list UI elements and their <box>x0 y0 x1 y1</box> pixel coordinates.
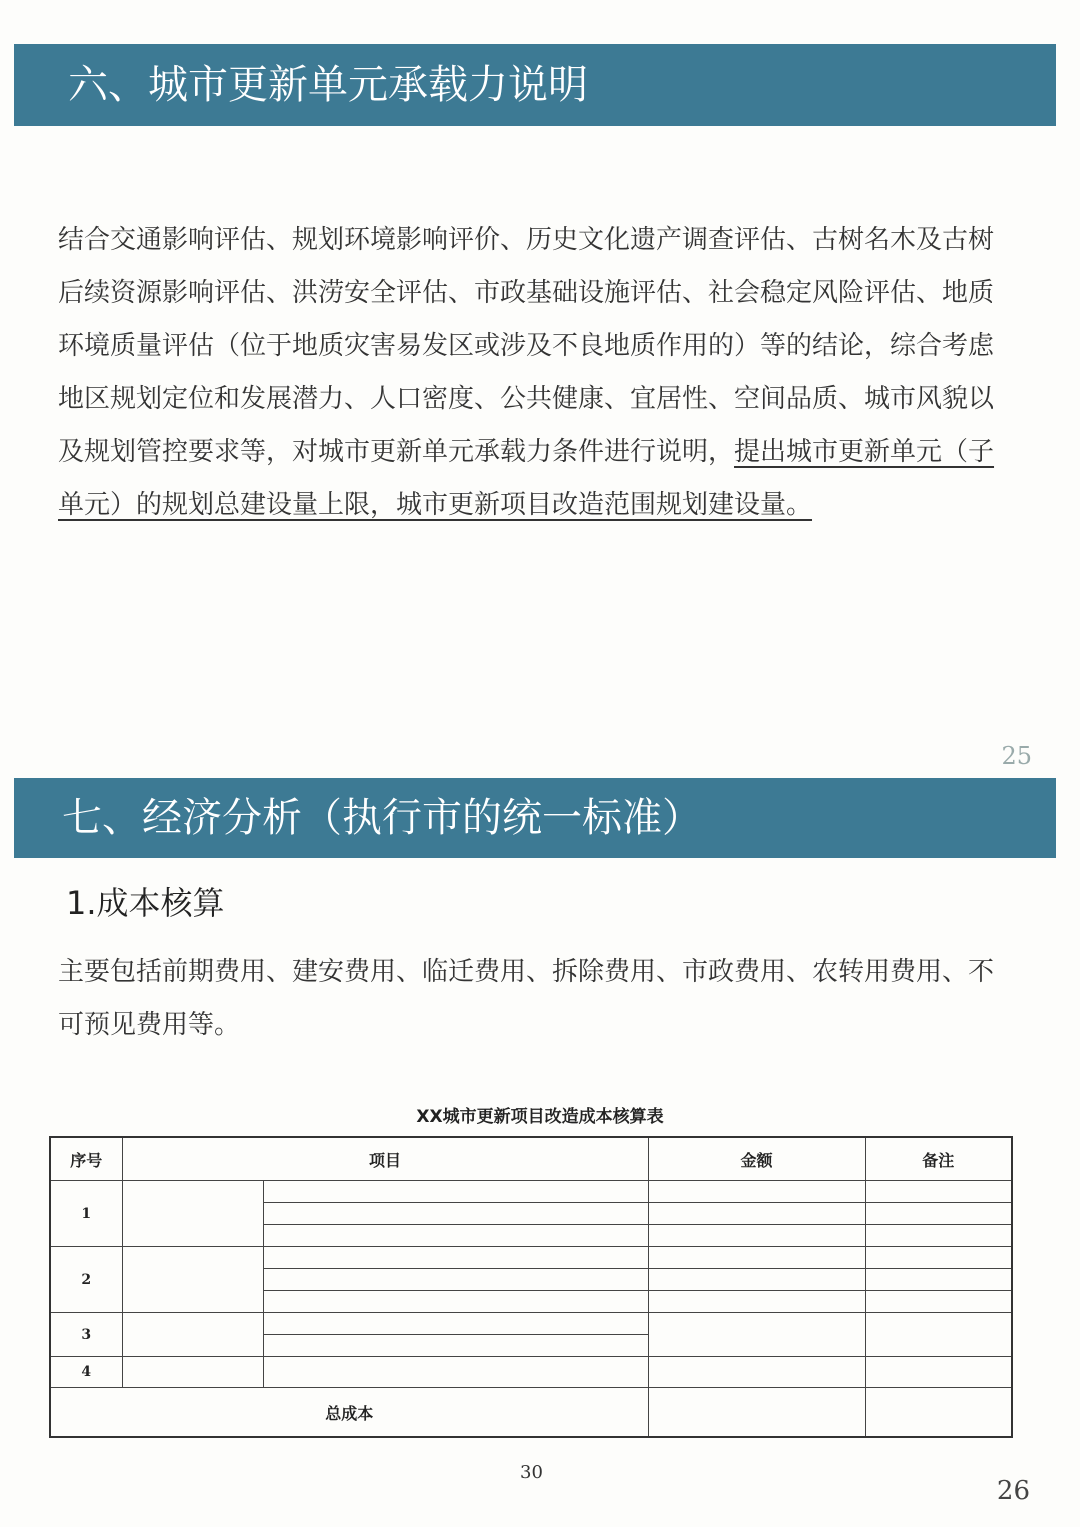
item-cell <box>263 1291 648 1313</box>
amount-cell <box>648 1291 865 1313</box>
remark-cell <box>865 1203 1012 1225</box>
row-number-3: 3 <box>50 1313 122 1357</box>
amount-cell <box>648 1357 865 1388</box>
remark-cell <box>865 1357 1012 1388</box>
header-amount: 金额 <box>648 1137 865 1181</box>
table-row <box>50 1247 1012 1269</box>
amount-cell <box>648 1225 865 1247</box>
item-cell <box>263 1247 648 1269</box>
item-cell <box>263 1181 648 1203</box>
section6-body <box>58 214 1018 532</box>
row-number-2: 2 <box>50 1247 122 1313</box>
item-category-cell <box>122 1313 263 1357</box>
total-cost-label: 总成本 <box>50 1388 648 1438</box>
row-number-4: 4 <box>50 1357 122 1388</box>
section7-banner <box>14 778 1056 858</box>
amount-cell <box>648 1181 865 1203</box>
item-cell <box>263 1269 648 1291</box>
item-cell <box>263 1313 648 1335</box>
total-row <box>50 1388 1012 1438</box>
header-item: 项目 <box>122 1137 648 1181</box>
page-number-26: 26 <box>996 1476 1030 1506</box>
item-cell <box>263 1335 648 1357</box>
section6-body-underlined: 提出城市更新单元（子单元）的规划总建设量上限，城市更新项目改造范围规划建设量。 <box>58 437 995 520</box>
item-category-cell <box>122 1357 263 1388</box>
item-cell <box>263 1225 648 1247</box>
amount-cell <box>648 1203 865 1225</box>
header-no: 序号 <box>50 1137 122 1181</box>
remark-cell <box>865 1181 1012 1203</box>
item-cell <box>263 1203 648 1225</box>
cost-table <box>49 1136 1013 1438</box>
row-number-1: 1 <box>50 1181 122 1247</box>
item-category-cell <box>122 1247 263 1313</box>
remark-cell <box>865 1225 1012 1247</box>
amount-cell <box>648 1247 865 1269</box>
table-header-row <box>50 1137 1012 1181</box>
total-remark-cell <box>865 1388 1012 1438</box>
remark-cell <box>865 1269 1012 1291</box>
header-remark: 备注 <box>865 1137 1012 1181</box>
table-row <box>50 1181 1012 1203</box>
section6-body-text: 结合交通影响评估、规划环境影响评价、历史文化遗产调查评估、古树名木及古树后续资源影响评估、洪涝安全评估、市政基础设施评估、社会稳定风险评估、地质环境质量评估（位于地质灾害易发区或涉及不良地质作用的）等的结论，综合考虑地区规划定位和发展潜力、人口密度、公共健康、宜居性、空间品质、城市风貌以及规划管控要求等，对城市更新单元承载力条件进行说明， <box>58 225 995 467</box>
page-number-25: 25 <box>1001 742 1032 770</box>
amount-cell <box>648 1313 865 1357</box>
cost-table-title: XX城市更新项目改造成本核算表 <box>416 1107 664 1127</box>
amount-cell <box>648 1269 865 1291</box>
table-row <box>50 1313 1012 1335</box>
section6-banner <box>14 44 1056 126</box>
remark-cell <box>865 1291 1012 1313</box>
section7-body: 主要包括前期费用、建安费用、临迁费用、拆除费用、市政费用、农转用费用、不可预见费用等。 <box>58 957 995 1040</box>
total-amount-cell <box>648 1388 865 1438</box>
cost-accounting-subheading: 1.成本核算 <box>66 884 225 922</box>
item-category-cell <box>122 1181 263 1247</box>
inner-page-number-30: 30 <box>520 1462 543 1483</box>
remark-cell <box>865 1313 1012 1357</box>
section6-heading: 六、城市更新单元承载力说明 <box>68 62 588 108</box>
section7-heading: 七、经济分析（执行市的统一标准） <box>62 795 702 841</box>
remark-cell <box>865 1247 1012 1269</box>
item-cell <box>263 1357 648 1388</box>
table-row <box>50 1357 1012 1388</box>
